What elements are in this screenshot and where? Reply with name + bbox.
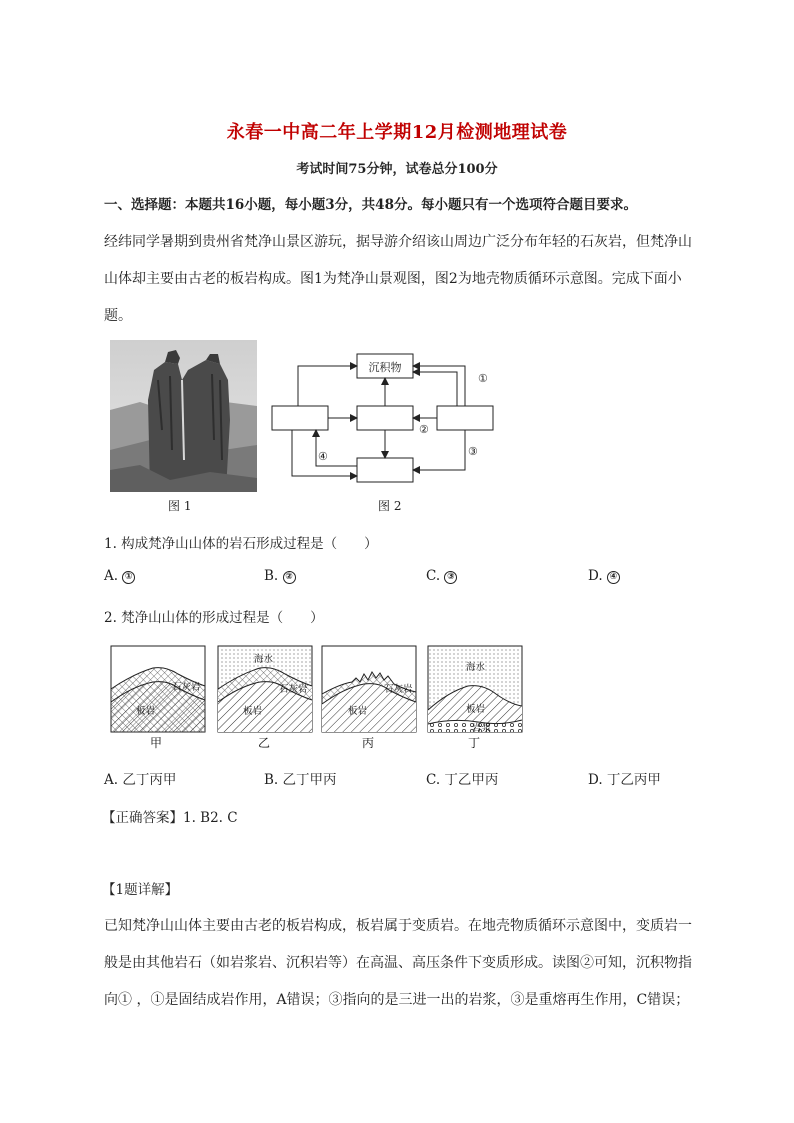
q2-option-c[interactable]: C. 丁乙甲丙 [426,772,499,788]
detail-line-3: 向① ，①是固结成岩作用，A错误；③指向的是三进一出的岩浆，③是重熔再生作用，C错误； [104,992,690,1008]
panel-jia-label: 甲 [150,736,163,750]
figure2-caption: 图 2 [378,499,402,513]
panel-ding [428,646,522,750]
q1-stem: 1. 构成梵净山山体的岩石形成过程是（ ） [104,536,378,552]
q2-panels [108,644,528,758]
panel-jia [111,646,205,750]
detail-heading: 【1题详解】 [102,882,179,898]
box-left [272,406,328,430]
label-3: ③ [468,445,478,458]
box-bottom [357,458,413,482]
panel-bing-limestone: 石灰岩 [384,684,413,695]
panel-ding-seawater: 海水 [466,662,486,673]
correct-answer: 【正确答案】1. B2. C [102,810,238,826]
q1-option-c[interactable]: C. ③ [426,568,457,584]
intro-line-2: 山体却主要由古老的板岩构成。图1为梵净山景观图，图2为地壳物质循环示意图。完成下面小 [104,271,682,287]
panel-bing [322,646,416,750]
q1-option-a[interactable]: A. ① [104,568,135,584]
label-2: ② [419,423,429,436]
page-title: 永春一中高二年上学期12月检测地理试卷 [226,122,568,143]
q2-option-b[interactable]: B. 乙丁甲丙 [264,772,337,788]
panel-bing-label: 丙 [362,736,375,750]
panel-yi [218,646,312,750]
panel-bing-slate: 板岩 [348,706,368,717]
q1-option-b[interactable]: B. ② [264,568,296,584]
label-sediment: 沉积物 [368,361,402,374]
panel-ding-slate: 板岩 [466,704,486,715]
q1-option-d[interactable]: D. ④ [588,568,620,584]
panel-ding-magma: 岩浆 [472,723,492,734]
panel-ding-label: 丁 [468,736,481,750]
box-right [437,406,493,430]
label-4: ④ [318,450,328,463]
label-1: ① [478,372,488,385]
box-middle [357,406,413,430]
figure1-photo [110,340,257,492]
exam-info: 考试时间75分钟，试卷总分100分 [296,162,498,177]
panel-yi-slate: 板岩 [243,706,263,717]
panel-yi-seawater: 海水 [254,654,274,665]
panel-jia-limestone: 石灰岩 [172,682,201,693]
q2-stem: 2. 梵净山山体的形成过程是（ ） [104,610,324,626]
q2-option-d[interactable]: D. 丁乙丙甲 [588,772,661,788]
section-heading: 一、选择题：本题共16小题，每小题3分，共48分。每小题只有一个选项符合题目要求。 [104,197,637,213]
panel-yi-label: 乙 [258,736,271,750]
detail-line-2: 般是由其他岩石（如岩浆岩、沉积岩等）在高温、高压条件下变质形成。读图②可知，沉积物指 [104,955,692,971]
intro-line-1: 经纬同学暑期到贵州省梵净山景区游玩，据导游介绍该山周边广泛分布年轻的石灰岩，但梵净山 [104,234,692,250]
panel-jia-slate: 板岩 [136,706,156,717]
detail-line-1: 已知梵净山山体主要由古老的板岩构成，板岩属于变质岩。在地壳物质循环示意图中，变质岩一 [104,918,692,934]
q2-option-a[interactable]: A. 乙丁丙甲 [104,772,177,788]
rock-cycle-diagram [268,348,498,494]
panel-yi-limestone: 石灰岩 [279,684,308,695]
figure1-caption: 图 1 [168,499,192,513]
intro-line-3: 题。 [104,308,132,324]
